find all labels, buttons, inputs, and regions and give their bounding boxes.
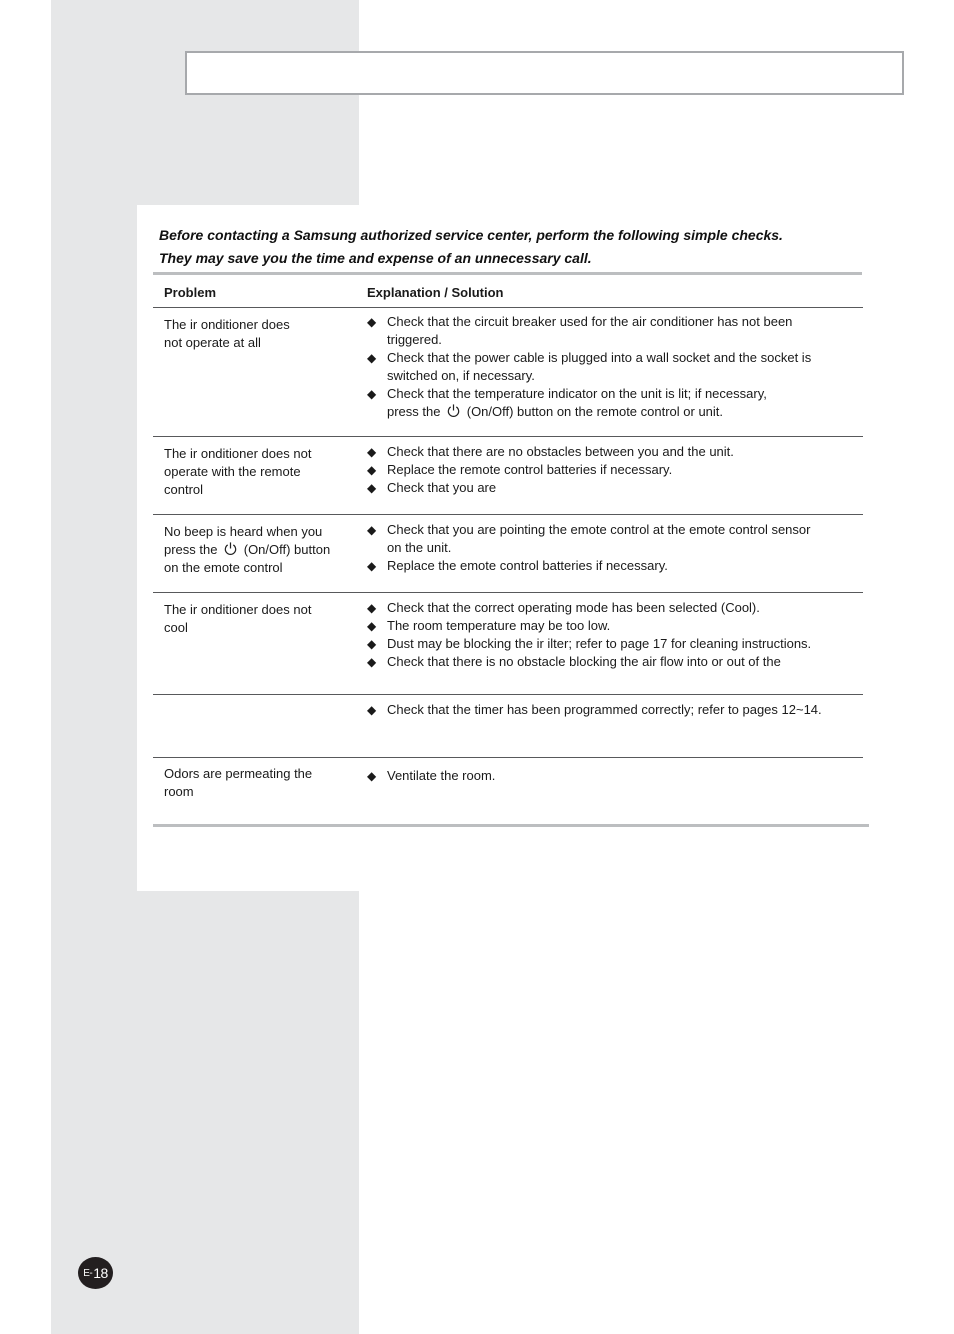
problem-cell [164,445,349,499]
diamond-bullet-icon: ◆ [367,559,377,573]
list-item: ◆ Check that the power cable is plugged into a wall socket and the socket is switched on, if necessary. [367,350,812,383]
solution-list [367,599,867,671]
problem-line: Odors are permeating the [164,766,313,781]
solution-list [367,701,867,719]
problem-line: operate with the remote [164,464,301,479]
problem-line: No beep is heard when you [164,524,323,539]
table-header [153,275,863,308]
problem-line: press the (On/Off) button [164,542,331,557]
diamond-bullet-icon: ◆ [367,523,377,537]
list-item: ◆ The room temperature may be too low. [367,618,611,633]
diamond-bullet-icon: ◆ [367,445,377,459]
page-prefix: E- [83,1267,93,1279]
list-item: ◆ Check that the circuit breaker used for the air conditioner has not been triggered. [367,314,793,347]
problem-cell [164,601,349,637]
power-icon [446,403,461,418]
diamond-bullet-icon: ◆ [367,637,377,651]
problem-line: not operate at all [164,335,261,350]
problem-line: The ir onditioner does [164,317,290,332]
header-solution: Explanation / Solution [367,285,504,300]
table-row [153,515,863,593]
solution-list [367,443,867,497]
diamond-bullet-icon: ◆ [367,463,377,477]
list-item: ◆ Check that the temperature indicator on the unit is lit; if necessary, press the (On/Off) button on the remote control or unit. [367,386,767,419]
intro-text [159,224,879,270]
table-row [153,437,863,515]
table-bottom-rule [153,824,869,827]
page-number-badge [78,1257,113,1289]
diamond-bullet-icon: ◆ [367,315,377,329]
diamond-bullet-icon: ◆ [367,703,377,717]
solution-list [367,767,867,785]
list-item: ◆ Check that the timer has been programmed correctly; refer to pages 12~14. [367,702,822,717]
diamond-bullet-icon: ◆ [367,351,377,365]
problem-line: room [164,784,194,799]
list-item: ◆ Ventilate the room. [367,768,496,783]
diamond-bullet-icon: ◆ [367,655,377,669]
problem-cell [164,765,349,801]
intro-line-1: Before contacting a Samsung authorized service center, perform the following simple checks. [159,227,783,243]
problem-line: on the emote control [164,560,283,575]
problem-line: cool [164,620,188,635]
solution-list [367,521,867,575]
list-item: ◆ Check that the correct operating mode has been selected (Cool). [367,600,760,615]
diamond-bullet-icon: ◆ [367,481,377,495]
problem-line: control [164,482,204,497]
title-box [185,51,904,95]
table-row [153,308,863,437]
intro-line-2: They may save you the time and expense of an unnecessary call. [159,250,592,266]
header-problem: Problem [164,285,217,300]
table-row [153,593,863,695]
table-row [153,695,863,758]
diamond-bullet-icon: ◆ [367,387,377,401]
list-item: ◆ Replace the emote control batteries if necessary. [367,558,668,573]
list-item: ◆ Check that there are no obstacles between you and the unit. [367,444,734,459]
solution-list [367,313,867,421]
table-row [153,758,863,824]
diamond-bullet-icon: ◆ [367,601,377,615]
list-item: ◆ Check that you are pointing the emote control at the emote control sensor on the unit. [367,522,811,555]
list-item: ◆ Check that there is no obstacle blocking the air flow into or out of the [367,654,781,669]
list-item: ◆ Check that you are [367,480,497,495]
problem-cell [164,523,349,577]
page-number: 18 [93,1265,108,1281]
troubleshooting-table [153,275,863,824]
diamond-bullet-icon: ◆ [367,619,377,633]
problem-line: The ir onditioner does not [164,602,312,617]
problem-line: The ir onditioner does not [164,446,312,461]
diamond-bullet-icon: ◆ [367,769,377,783]
list-item: ◆ Dust may be blocking the ir ilter; refer to page 17 for cleaning instructions. [367,636,812,651]
list-item: ◆ Replace the remote control batteries if necessary. [367,462,673,477]
power-icon [223,541,238,556]
problem-cell [164,316,349,352]
